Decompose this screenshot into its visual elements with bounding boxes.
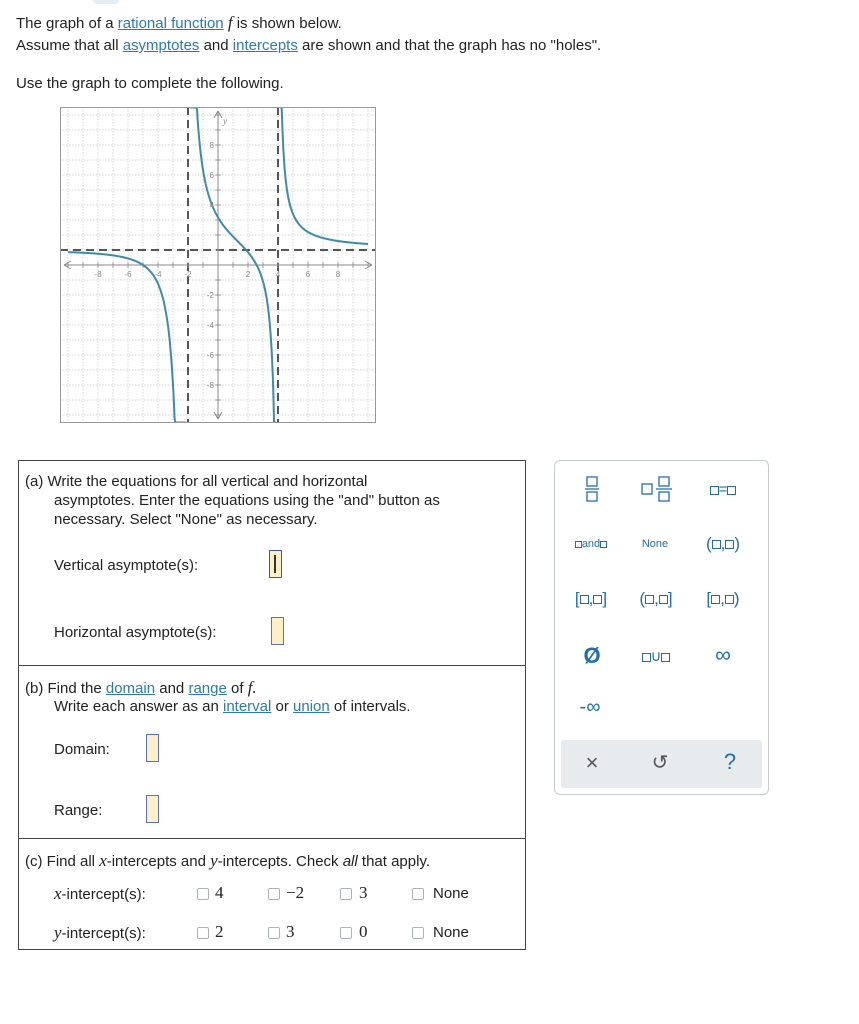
x-intercept-checkbox-3[interactable]	[340, 888, 352, 900]
part-b-text: of intervals.	[329, 698, 411, 715]
part-b-text: and	[155, 680, 189, 697]
paren-close: )	[734, 534, 741, 553]
part-c-section	[19, 838, 525, 950]
label-text: -intercept(s):	[61, 886, 146, 903]
closed-interval-key[interactable]	[565, 589, 617, 609]
clear-key[interactable]: ×	[585, 750, 599, 775]
y-intercept-option-0: 0	[359, 922, 368, 941]
y-intercept-checkbox-none[interactable]	[412, 927, 424, 939]
y-axis-label: y	[223, 116, 227, 126]
part-b-line-1	[25, 678, 257, 698]
x-tick-label: -4	[154, 270, 162, 279]
placeholder-box-icon	[725, 540, 734, 549]
open-interval-key[interactable]	[697, 534, 749, 554]
part-c-line-1	[25, 851, 430, 871]
x-tick-label: 6	[305, 270, 311, 279]
negative-infinity-key[interactable]: -∞	[579, 696, 601, 718]
math-keypad	[554, 460, 769, 795]
y-intercept-option-2: 2	[215, 922, 224, 941]
y-tick-label: 8	[209, 141, 214, 150]
equals-sign: =	[718, 481, 728, 498]
part-a-line-1: (a) Write the equations for all vertical and horizontal	[25, 473, 368, 490]
bracket-open: [	[574, 589, 580, 608]
paren-open: (	[639, 589, 646, 608]
y-tick-label: -6	[206, 351, 214, 360]
comma: ,	[720, 589, 725, 608]
y-tick-label: 6	[209, 171, 214, 180]
x-tick-label: 8	[335, 270, 341, 279]
y-intercept-checkbox-3[interactable]	[268, 927, 280, 939]
and-text: and	[581, 538, 601, 550]
asymptotes-link[interactable]: asymptotes	[122, 37, 200, 54]
function-curve-branch	[280, 108, 368, 245]
empty-set-key[interactable]: Ø	[583, 643, 601, 668]
part-b-section	[19, 665, 525, 839]
left-open-interval-key[interactable]	[630, 589, 682, 609]
comma: ,	[654, 589, 659, 608]
part-b-text: of	[226, 680, 248, 697]
bracket-close: ]	[667, 589, 673, 608]
intercepts-link[interactable]: intercepts	[232, 37, 298, 54]
y-intercept-option-3: 3	[286, 922, 295, 941]
and-key[interactable]	[567, 538, 615, 550]
part-b-text: (b) Find the	[25, 680, 106, 697]
y-intercept-label	[54, 923, 146, 943]
var-y: y	[210, 851, 218, 870]
placeholder-box-icon	[711, 595, 720, 604]
mixed-number-icon	[641, 475, 675, 503]
vertical-asymptote-input[interactable]	[269, 550, 282, 578]
equals-key[interactable]	[701, 481, 745, 498]
union-sign: ∪	[650, 648, 662, 665]
placeholder-box-icon	[593, 595, 602, 604]
placeholder-box-icon	[642, 653, 651, 662]
x-intercept-checkbox-4[interactable]	[197, 888, 209, 900]
y-tick-label: -8	[206, 381, 214, 390]
x-intercept-label	[54, 884, 146, 904]
horizontal-asymptote-label: Horizontal asymptote(s):	[54, 624, 217, 641]
x-intercept-option-neg2: −2	[286, 883, 305, 902]
placeholder-box-icon	[710, 486, 719, 495]
rational-function-link[interactable]: rational function	[117, 15, 224, 32]
union-key[interactable]	[633, 647, 679, 665]
intro-text: Assume that all	[16, 37, 123, 54]
y-intercept-checkbox-2[interactable]	[197, 927, 209, 939]
placeholder-box-icon	[600, 541, 607, 548]
function-f: f	[227, 13, 233, 32]
x-tick-label: -2	[184, 270, 192, 279]
y-intercept-checkbox-0[interactable]	[340, 927, 352, 939]
comma: ,	[720, 534, 726, 553]
x-intercept-option-3: 3	[359, 883, 368, 902]
range-label: Range:	[54, 802, 103, 819]
y-tick-label: 4	[209, 201, 214, 210]
part-b-text: or	[271, 698, 294, 715]
bracket-close: ]	[602, 589, 608, 608]
intro-line-1	[16, 13, 342, 33]
part-b-line-2	[54, 698, 411, 715]
right-open-interval-key[interactable]	[697, 589, 749, 609]
range-input[interactable]	[146, 795, 159, 823]
placeholder-box-icon	[659, 595, 668, 604]
infinity-key[interactable]: ∞	[715, 642, 731, 667]
fraction-key[interactable]	[582, 475, 602, 507]
intro-text: The graph of a	[16, 15, 118, 32]
part-b-text: Write each answer as an	[54, 698, 223, 715]
placeholder-box-icon	[580, 595, 589, 604]
mixed-number-key[interactable]	[640, 475, 676, 507]
part-a-line-2: asymptotes. Enter the equations using the "and" button as	[54, 492, 440, 509]
var-x: x	[99, 851, 107, 870]
top-tab-indicator	[93, 0, 119, 4]
label-text: -intercept(s):	[61, 925, 146, 942]
placeholder-box-icon	[661, 653, 670, 662]
x-intercept-option-none: None	[433, 885, 469, 902]
x-intercept-checkbox-none[interactable]	[412, 888, 424, 900]
y-intercept-option-none: None	[433, 924, 469, 941]
help-key[interactable]: ?	[723, 749, 737, 774]
x-intercept-option-4: 4	[215, 883, 224, 902]
x-tick-label: -6	[124, 270, 132, 279]
rational-function-graph	[60, 107, 376, 423]
comma: ,	[588, 589, 594, 608]
x-intercept-checkbox-neg2[interactable]	[268, 888, 280, 900]
placeholder-box-icon	[712, 540, 721, 549]
intro-line-2	[16, 37, 601, 54]
var-x: x	[54, 884, 62, 903]
function-f: f.	[247, 678, 257, 697]
part-c-text: that apply.	[357, 853, 431, 870]
bracket-open: [	[706, 589, 712, 608]
y-tick-label: -2	[206, 291, 214, 300]
interval-link[interactable]: interval	[222, 698, 272, 715]
union-link[interactable]: union	[293, 698, 330, 715]
horizontal-asymptote-input[interactable]	[271, 617, 284, 645]
paren-open: (	[705, 534, 712, 553]
part-c-text: (c) Find all	[25, 853, 100, 870]
intro-text: and	[199, 37, 233, 54]
x-tick-label: -8	[94, 270, 102, 279]
domain-label: Domain:	[54, 741, 110, 758]
x-tick-label: 2	[245, 270, 251, 279]
part-a-line-3: necessary. Select "None" as necessary.	[54, 511, 318, 528]
intro-text: are shown and that the graph has no "holes".	[297, 37, 602, 54]
x-tick-label: 4	[275, 270, 281, 279]
placeholder-box-icon	[727, 486, 736, 495]
var-y: y	[54, 923, 62, 942]
part-c-text: -intercepts. Check	[217, 853, 343, 870]
instruction: Use the graph to complete the following.	[16, 75, 284, 92]
domain-input[interactable]	[146, 734, 159, 762]
vertical-asymptote-label: Vertical asymptote(s):	[54, 557, 199, 574]
keypad-action-bar	[561, 740, 762, 788]
fraction-icon	[585, 475, 599, 503]
part-c-text: -intercepts and	[106, 853, 211, 870]
domain-link[interactable]: domain	[105, 680, 156, 697]
intro-text: is shown below.	[232, 15, 342, 32]
range-link[interactable]: range	[188, 680, 227, 697]
question-panel	[18, 460, 526, 950]
emphasis-all: all	[342, 853, 358, 870]
axes	[64, 111, 372, 419]
placeholder-box-icon	[575, 541, 582, 548]
none-key[interactable]: None	[641, 538, 669, 550]
undo-key[interactable]: ↺	[651, 752, 669, 774]
placeholder-box-icon	[725, 595, 734, 604]
paren-close: )	[733, 589, 740, 608]
placeholder-box-icon	[645, 595, 654, 604]
y-tick-label: -4	[206, 321, 214, 330]
